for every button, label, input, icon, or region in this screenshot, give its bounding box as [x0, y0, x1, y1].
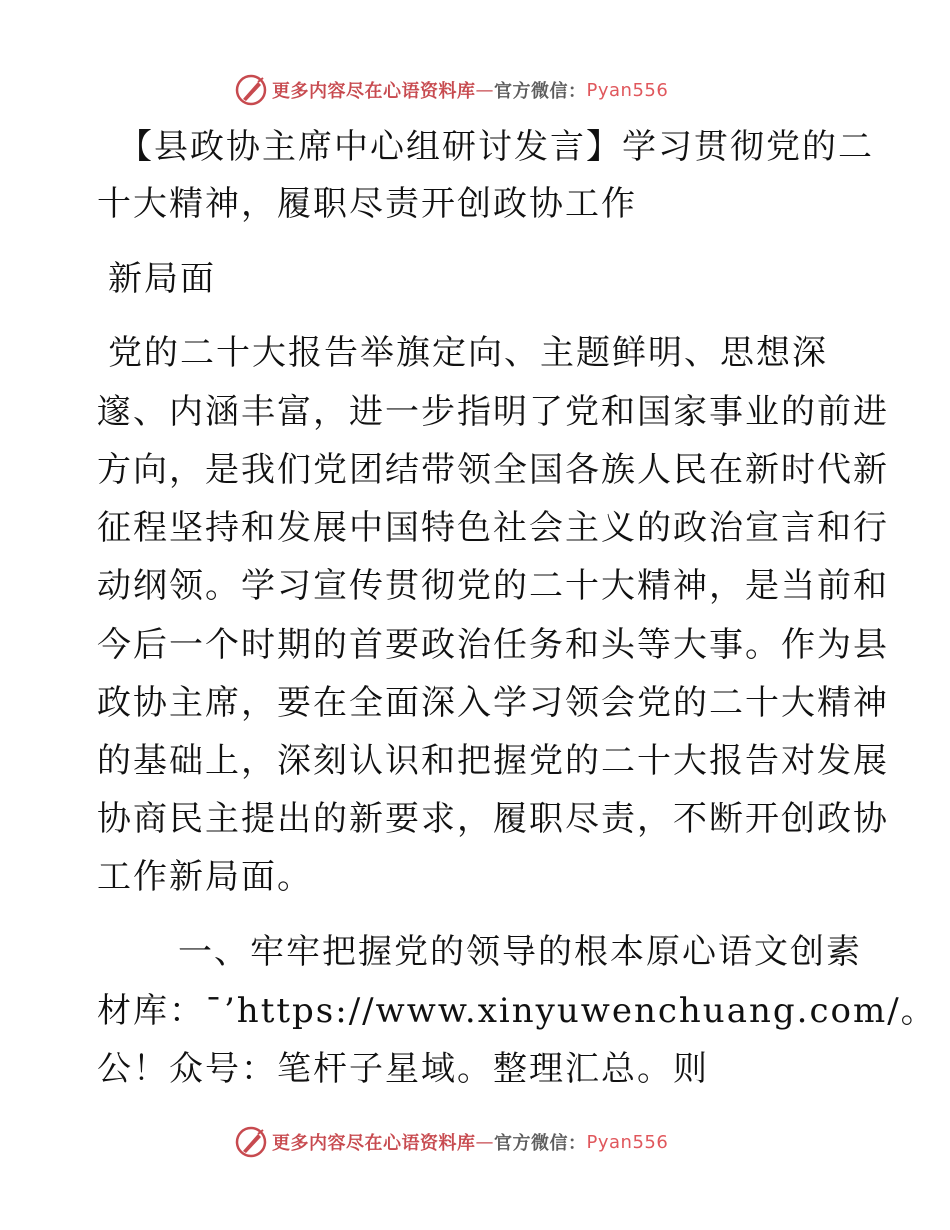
banner-main-text: 更多内容尽在心语资料库 — [272, 1133, 476, 1154]
body-line-8: 的基础上，深刻认识和把握党的二十大报告对发展 — [97, 741, 889, 781]
banner-wechat-label: 官方微信： — [494, 81, 587, 102]
body-line-3: 方向，是我们党团结带领全国各族人民在新时代新 — [97, 450, 889, 490]
title-line-3: 新局面 — [108, 259, 216, 299]
body-line-4: 征程坚持和发展中国特色社会主义的政治宣言和行 — [97, 508, 889, 548]
body-line-6: 今后一个时期的首要政治任务和头等大事。作为县 — [97, 625, 889, 665]
banner-wechat-id: Pyan556 — [586, 79, 669, 101]
quill-logo-icon — [234, 73, 268, 107]
section-heading-line-1: 一、牢牢把握党的领导的根本原心语文创素 — [178, 932, 862, 972]
banner-dash: — — [475, 1131, 494, 1153]
banner-main-text: 更多内容尽在心语资料库 — [272, 81, 476, 102]
body-line-10: 工作新局面。 — [97, 857, 313, 897]
body-line-2: 邃、内涵丰富，进一步指明了党和国家事业的前进 — [97, 392, 889, 432]
section-heading-line-2: 材库：¯’https://www.xinyuwenchuang.com/。 — [97, 991, 937, 1031]
title-line-2: 十大精神，履职尽责开创政协工作 — [97, 184, 637, 224]
title-line-1: 【县政协主席中心组研讨发言】学习贯彻党的二 — [118, 127, 874, 167]
quill-logo-icon — [234, 1125, 268, 1159]
banner-dash: — — [475, 79, 494, 101]
footer-watermark — [234, 1124, 668, 1160]
banner-wechat-id: Pyan556 — [586, 1131, 669, 1153]
banner-wechat-label: 官方微信： — [494, 1133, 587, 1154]
body-line-9: 协商民主提出的新要求，履职尽责，不断开创政协 — [97, 799, 889, 839]
body-line-1: 党的二十大报告举旗定向、主题鲜明、思想深 — [108, 333, 828, 373]
header-watermark — [234, 72, 668, 108]
section-heading-line-3: 公！众号：笔杆子星域。整理汇总。则 — [97, 1049, 709, 1089]
body-line-7: 政协主席，要在全面深入学习领会党的二十大精神 — [97, 683, 889, 723]
body-line-5: 动纲领。学习宣传贯彻党的二十大精神，是当前和 — [97, 566, 889, 606]
